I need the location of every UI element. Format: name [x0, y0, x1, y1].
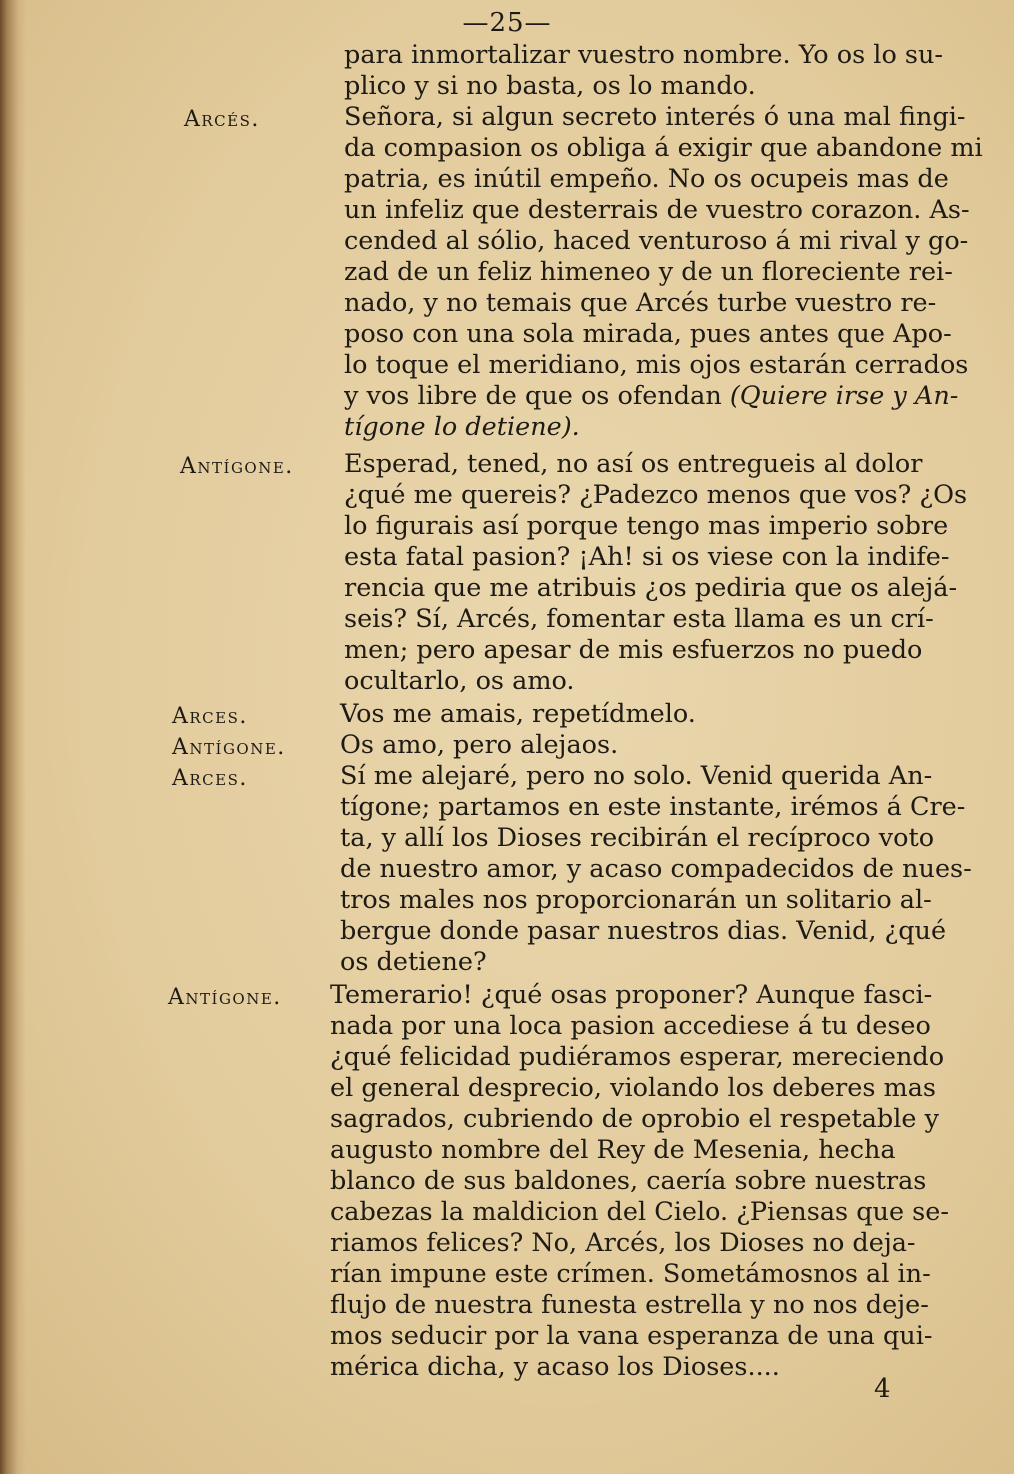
- speaker-name: Arcés.: [184, 107, 260, 132]
- text-line: tros males nos proporcionarán un solitario al-: [340, 885, 932, 915]
- text-line: poso con una sola mirada, pues antes que Apo-: [344, 319, 952, 349]
- text-line: Sí me alejaré, pero no solo. Venid querida An-: [340, 761, 933, 791]
- text-line: ¿qué felicidad pudiéramos esperar, mereciendo: [330, 1042, 945, 1072]
- text-line: plico y si no basta, os lo mando.: [344, 71, 756, 101]
- text-line: men; pero apesar de mis esfuerzos no puedo: [344, 635, 923, 665]
- text-line: esta fatal pasion? ¡Ah! si os viese con la indife-: [344, 542, 950, 572]
- page-number: —25—: [462, 8, 552, 38]
- text-line: cended al sólio, haced venturoso á mi rival y go-: [344, 226, 969, 256]
- text-line: Os amo, pero alejaos.: [340, 730, 619, 760]
- text-line: un infeliz que desterrais de vuestro corazon. As-: [344, 195, 970, 225]
- text-line: el general desprecio, violando los deberes mas: [330, 1073, 936, 1103]
- text-line: Temerario! ¿qué osas proponer? Aunque fasci-: [330, 980, 933, 1010]
- text-line: da compasion os obliga á exigir que abandone mi: [344, 133, 983, 163]
- text-line: riamos felices? No, Arcés, los Dioses no deja-: [330, 1228, 916, 1258]
- text-line: [344, 381, 958, 412]
- text-line: nada por una loca pasion accediese á tu deseo: [330, 1011, 931, 1041]
- text-line: zad de un feliz himeneo y de un floreciente rei-: [344, 257, 953, 287]
- text-line: Vos me amais, repetídmelo.: [340, 699, 696, 729]
- text-line: ocultarlo, os amo.: [344, 666, 575, 696]
- speaker-name: Antígone.: [168, 985, 282, 1010]
- text-line: de nuestro amor, y acaso compadecidos de nues-: [340, 854, 972, 884]
- text-line: ta, y allí los Dioses recibirán el recíproco voto: [340, 823, 935, 853]
- text-line: os detiene?: [340, 947, 487, 977]
- text-line: patria, es inútil empeño. No os ocupeis mas de: [344, 164, 949, 194]
- text-line: flujo de nuestra funesta estrella y no nos deje-: [330, 1290, 929, 1320]
- text-line: cabezas la maldicion del Cielo. ¿Piensas que se-: [330, 1197, 949, 1227]
- text-line: rían impune este crímen. Sometámosnos al in-: [330, 1259, 931, 1289]
- text-line: lo figurais así porque tengo mas imperio sobre: [344, 511, 949, 541]
- stage-direction: tígone lo detiene).: [344, 412, 580, 442]
- text-line: bergue donde pasar nuestros dias. Venid, ¿qué: [340, 916, 947, 946]
- speaker-name: Arces.: [172, 704, 248, 729]
- text-line: Señora, si algun secreto interés ó una mal fingi-: [344, 102, 966, 132]
- text-line: mérica dicha, y acaso los Dioses....: [330, 1352, 780, 1382]
- text-line: seis? Sí, Arcés, fomentar esta llama es un crí-: [344, 604, 934, 634]
- text-line: para inmortalizar vuestro nombre. Yo os lo su-: [344, 40, 944, 70]
- text-line: mos seducir por la vana esperanza de una qui-: [330, 1321, 933, 1351]
- text-line: lo toque el meridiano, mis ojos estarán cerrados: [344, 350, 969, 380]
- text-fragment: y vos libre de que os ofendan: [344, 381, 730, 411]
- speaker-name: Arces.: [172, 766, 248, 791]
- signature-mark: 4: [874, 1374, 891, 1404]
- text-line: sagrados, cubriendo de oprobio el respetable y: [330, 1104, 939, 1134]
- stage-direction: (Quiere irse y An-: [729, 381, 959, 411]
- text-line: tígone; partamos en este instante, irémos á Cre-: [340, 792, 966, 822]
- text-line: augusto nombre del Rey de Mesenia, hecha: [330, 1135, 896, 1165]
- text-line: nado, y no temais que Arcés turbe vuestro re-: [344, 288, 937, 318]
- speaker-name: Antígone.: [180, 454, 294, 479]
- text-line: ¿qué me quereis? ¿Padezco menos que vos? ¿Os: [344, 480, 968, 510]
- text-line: Esperad, tened, no así os entregueis al dolor: [344, 449, 923, 479]
- speaker-name: Antígone.: [172, 735, 286, 760]
- text-line: blanco de sus baldones, caería sobre nuestras: [330, 1166, 927, 1196]
- text-line: rencia que me atribuis ¿os pediria que os alejá-: [344, 573, 958, 603]
